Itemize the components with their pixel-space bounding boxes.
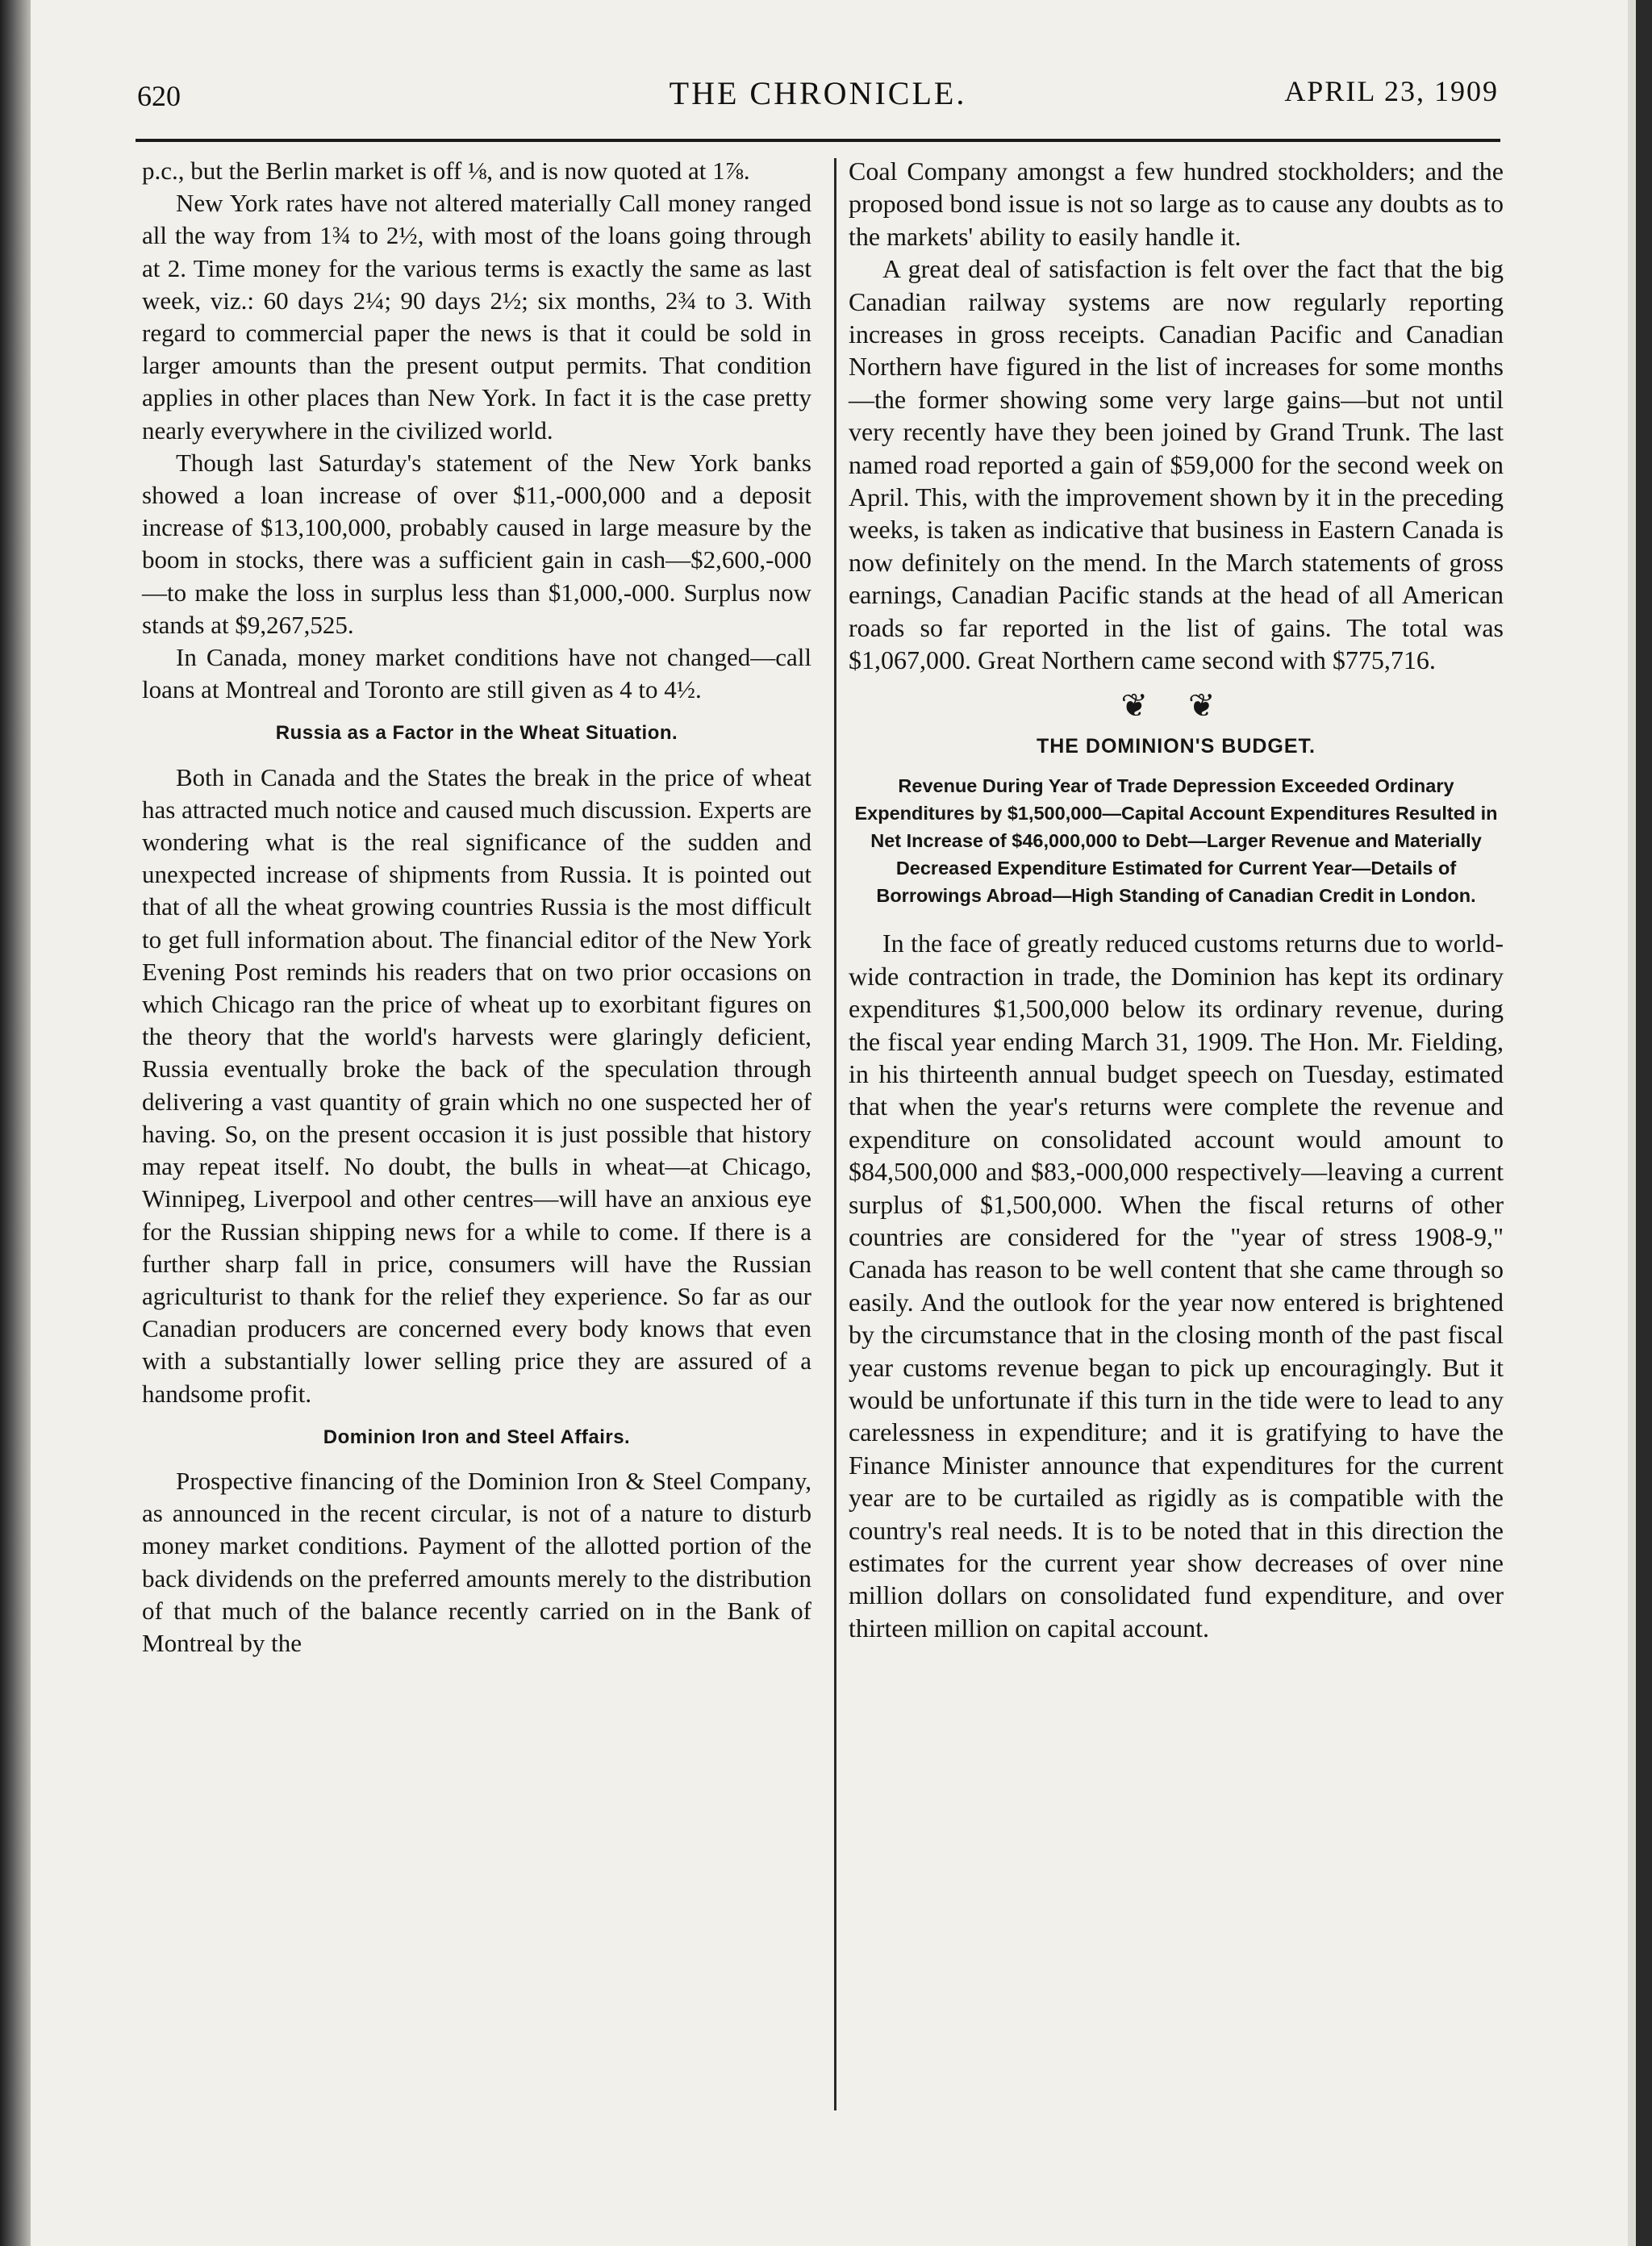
column-divider — [834, 158, 836, 2110]
issue-date: APRIL 23, 1909 — [1284, 75, 1499, 107]
paragraph: New York rates have not altered materially Call money ranged all the way from 1¾ to 2½, with most of the loans going through at 2. Time money for the various terms is exactly the same as last week, viz.: 60 days 2¼; 90 days 2½; six months, 2¾ to 3. With regard to commercial paper the news is that it could be sold in larger amounts than the present output permits. That condition applies in other places than New York. In fact it is the case pretty nearly everywhere in the civilized world. — [142, 189, 811, 445]
paragraph: p.c., but the Berlin market is off ⅛, and is now quoted at 1⅞. — [142, 157, 750, 185]
right-column — [849, 155, 1504, 1644]
paragraph: Coal Company amongst a few hundred stockholders; and the proposed bond issue is not so large as to cause any doubts as to the markets' ability to easily handle it. — [849, 157, 1504, 251]
page-header — [137, 74, 1499, 123]
ornament-divider: ❦ ❦ — [1120, 687, 1232, 724]
article-subtitle: Revenue During Year of Trade Depression Exceeded Ordinary Expenditures by $1,500,000—Capital Account Expenditures Resulted in Net Increase of $46,000,000 to Debt—Larger Revenue and Materially Decreased Expenditure Estimated for Current Year—Details of Borrowings Abroad—High Standing of Canadian Credit in London. — [854, 775, 1498, 907]
publication-title: THE CHRONICLE. — [669, 75, 967, 111]
paragraph: In Canada, money market conditions have not changed—call loans at Montreal and Toronto are still given as 4 to 4½. — [142, 643, 811, 704]
paragraph: A great deal of satisfaction is felt over the fact that the big Canadian railway systems are now regularly reporting increases in gross receipts. Canadian Pacific and Canadian Northern have figured in the list of increases for some months—the former showing some very large gains—but not until very recently have they been joined by Grand Trunk. The last named road reported a gain of $59,000 for the second week on April. This, with the improvement shown by it in the preceding weeks, is taken as indicative that business in Eastern Canada is now definitely on the mend. In the March statements of gross earnings, Canadian Pacific stands at the head of all American roads so far reported in the list of gains. The total was $1,067,000. Great Northern came second with $775,716. — [849, 254, 1504, 675]
page-edge — [1628, 0, 1636, 2246]
paragraph: In the face of greatly reduced customs returns due to world-wide contraction in trade, the Dominion has kept its ordinary expenditures $1,500,000 below its ordinary revenue, during the fiscal year ending March 31, 1909. The Hon. Mr. Fielding, in his thirteenth annual budget speech on Tuesday, estimated that when the year's returns were complete the revenue and expenditure on consolidated account would amount to $84,500,000 and $83,-000,000 respectively—leaving a current surplus of $1,500,000. When the fiscal returns of other countries are considered for the "year of stress 1908-9," Canada has reason to be well content that she came through so easily. And the outlook for the year now entered is brightened by the circumstance that in the closing month of the past fiscal year customs revenue began to pick up encouragingly. But it would be unfortunate if this turn in the tide were to lead to any carelessness in expenditure; and it is gratifying to have the Finance Minister announce that expenditures for the current year are to be curtailed as rigidly as is compatible with the country's real needs. It is to be noted that in this direction the estimates for the current year show decreases of over nine million dollars on consolidated fund expenditure, and over thirteen million on capital account. — [849, 929, 1504, 1643]
left-column — [142, 155, 811, 1659]
article-title: THE DOMINION'S BUDGET. — [1036, 734, 1316, 758]
header-rule — [136, 139, 1500, 142]
binding-gutter — [0, 0, 31, 2246]
section-heading: Dominion Iron and Steel Affairs. — [323, 1426, 631, 1448]
paragraph: Both in Canada and the States the break in the price of wheat has attracted much notice and caused much discussion. Experts are wondering what is the real significance of the sudden and unexpected increase of shipments from Russia. It is pointed out that of all the wheat growing countries Russia is the most difficult to get full information about. The financial editor of the New York Evening Post reminds his readers that on two prior occasions on which Chicago ran the price of wheat up to exorbitant figures on the theory that the world's harvests were glaringly deficient, Russia eventually broke the back of the speculation through delivering a vast quantity of grain which no one suspected her of having. So, on the present occasion it is just possible that history may repeat itself. No doubt, the bulls in wheat—at Chicago, Winnipeg, Liverpool and other centres—will have an anxious eye for the Russian shipping news for a while to come. If there is a further sharp fall in price, consumers will have the Russian agriculturist to thank for the relief they experience. So far as our Canadian producers are concerned every body knows that even with a substantially lower selling price they are assured of a handsome profit. — [142, 762, 811, 1408]
page-number: 620 — [137, 80, 181, 112]
paragraph: Though last Saturday's statement of the New York banks showed a loan increase of over $11,-000,000 and a deposit increase of $13,100,000, probably caused in large measure by the boom in stocks, there was a sufficient gain in cash—$2,600,-000—to make the loss in surplus less than $1,000,-000. Surplus now stands at $9,267,525. — [142, 448, 811, 639]
section-heading: Russia as a Factor in the Wheat Situation. — [275, 722, 678, 745]
paragraph: Prospective financing of the Dominion Iron & Steel Company, as announced in the recent circular, is not of a nature to disturb money market conditions. Payment of the allotted portion of the back dividends on the preferred amounts merely to the distribution of that much of the balance recently carried on in the Bank of Montreal by the — [142, 1466, 811, 1657]
